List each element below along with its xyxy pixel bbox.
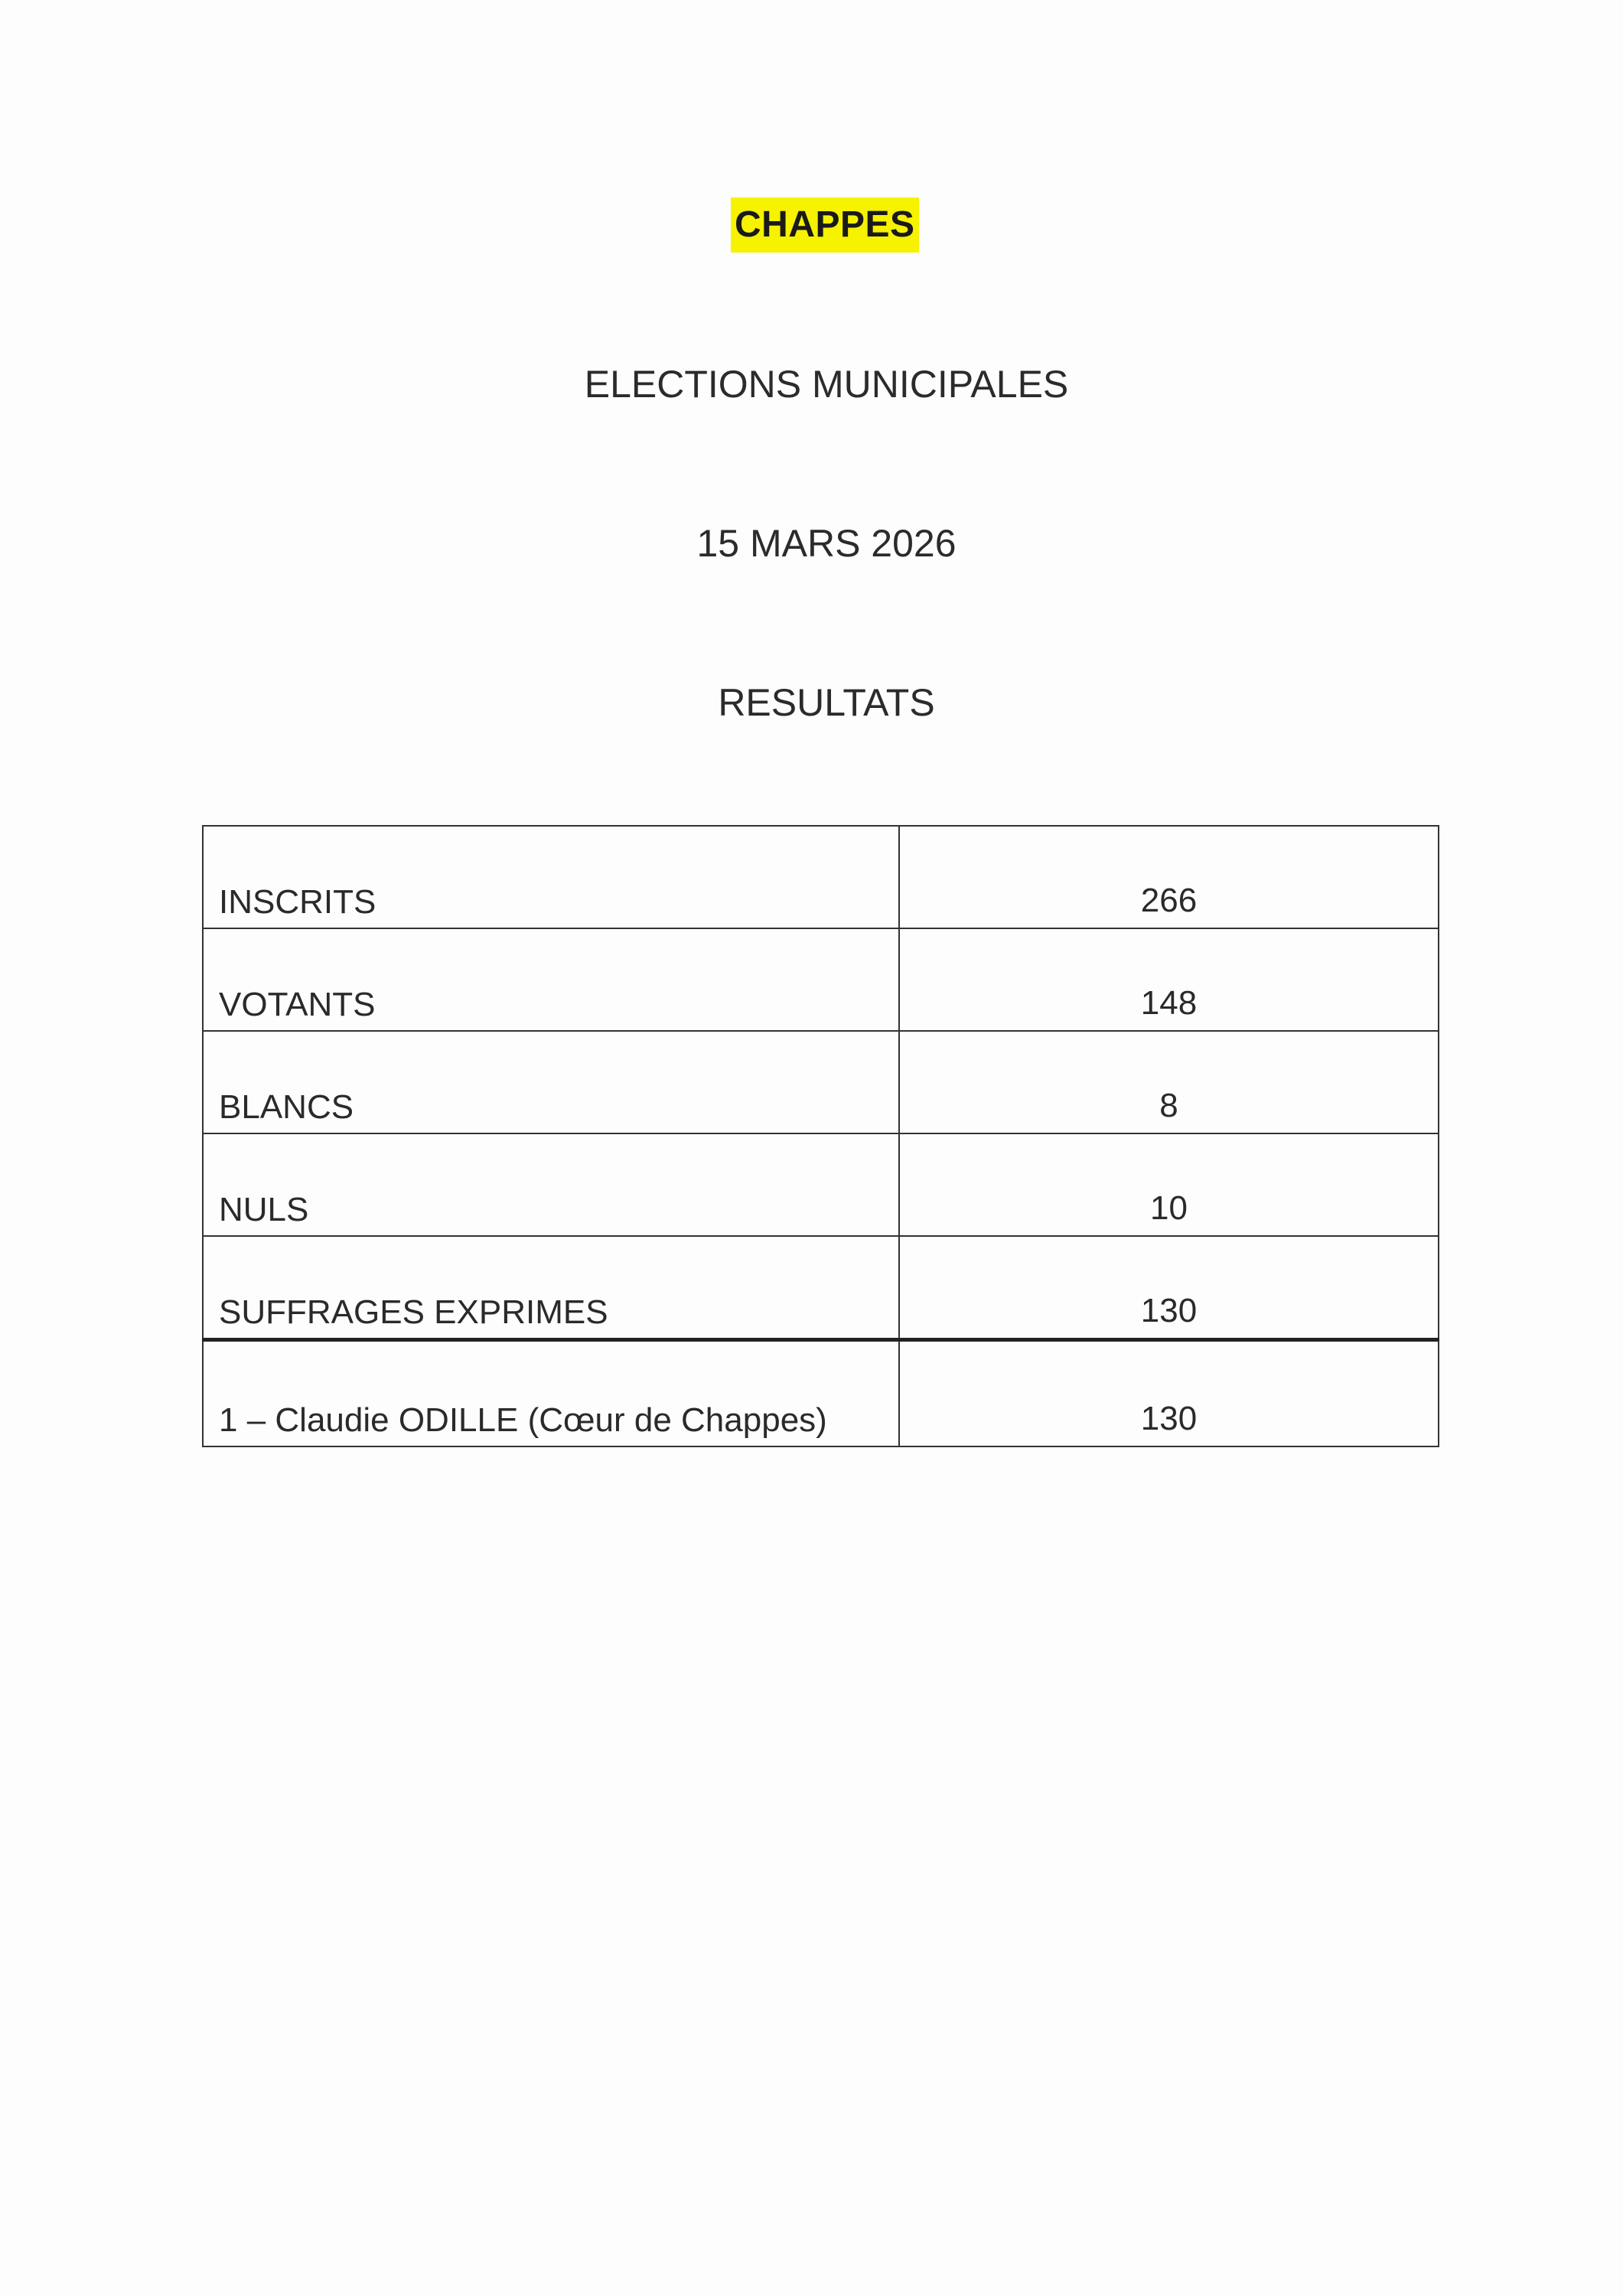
- results-table: [202, 825, 1439, 1447]
- row-label-inscrits: INSCRITS: [203, 826, 899, 928]
- table-row: [203, 928, 1439, 1031]
- row-value-votants: 148: [899, 928, 1439, 1031]
- election-date: 15 MARS 2026: [696, 522, 957, 565]
- row-value-suffrages-exprimes: 130: [899, 1236, 1439, 1340]
- row-value-nuls: 10: [899, 1133, 1439, 1236]
- document-title: ELECTIONS MUNICIPALES: [584, 363, 1069, 406]
- table-row: [203, 1133, 1439, 1236]
- table-row: [203, 826, 1439, 928]
- row-value-blancs: 8: [899, 1031, 1439, 1133]
- row-label-blancs: BLANCS: [203, 1031, 899, 1133]
- candidate-votes: 130: [899, 1340, 1439, 1447]
- candidate-name: 1 – Claudie ODILLE (Cœur de Chappes): [203, 1340, 899, 1447]
- row-label-nuls: NULS: [203, 1133, 899, 1236]
- candidate-row: [203, 1340, 1439, 1447]
- commune-name: CHAPPES: [731, 197, 919, 253]
- row-label-suffrages-exprimes: SUFFRAGES EXPRIMES: [203, 1236, 899, 1340]
- table-row: [203, 1031, 1439, 1133]
- section-heading: RESULTATS: [718, 681, 935, 724]
- table-row: [203, 1236, 1439, 1340]
- row-value-inscrits: 266: [899, 826, 1439, 928]
- row-label-votants: VOTANTS: [203, 928, 899, 1031]
